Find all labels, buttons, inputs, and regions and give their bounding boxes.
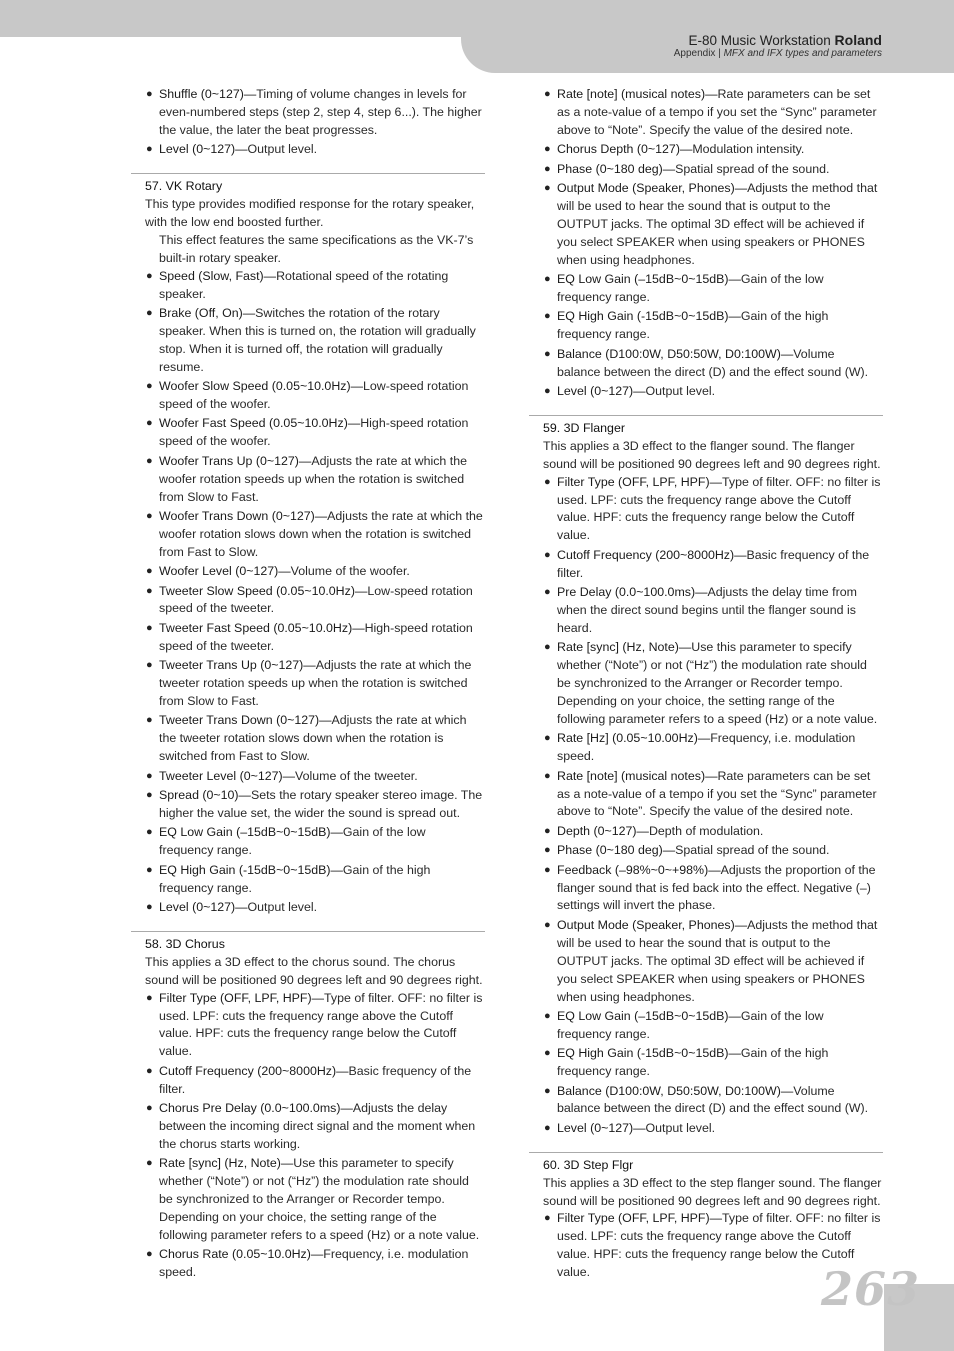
bullet-icon: ● xyxy=(146,863,153,876)
parameter-description: Adjusts the rate at which the woofer rotation speeds up when the rotation is switched from Slow to Fast. xyxy=(159,453,467,504)
parameter-description: Use this parameter to specify whether (“Note”) or not (“Hz”) the modulation rate should be synchronized to the Arranger or Recorder tempo. Depending on your choice, the setting range of the following parameter refers to a speed (Hz) or a note value. xyxy=(557,640,878,726)
parameter-name: Filter Type (OFF, LPF, HPF)— xyxy=(557,1211,723,1226)
parameter-description: High-speed rotation speed of the woofer. xyxy=(159,416,469,449)
parameter-name: EQ Low Gain (–15dB~0~15dB)— xyxy=(557,1008,741,1023)
parameter-item xyxy=(131,141,485,159)
parameter-item xyxy=(529,547,883,583)
parameter-name: Woofer Trans Down (0~127)— xyxy=(159,508,328,523)
bullet-icon: ● xyxy=(146,769,153,782)
bullet-icon: ● xyxy=(544,310,551,323)
parameter-description: Adjusts the proportion of the flanger sound that is fed back into the effect. Negative (–) settings will invert the phase. xyxy=(557,862,876,913)
bullet-icon: ● xyxy=(544,162,551,175)
parameter-name: Level (0~127)— xyxy=(159,899,248,914)
parameter-description: Spatial spread of the sound. xyxy=(675,843,830,858)
parameter-description: Spatial spread of the sound. xyxy=(675,161,830,176)
parameter-item xyxy=(529,862,883,916)
parameter-item xyxy=(529,639,883,729)
bullet-icon: ● xyxy=(544,732,551,745)
parameter-description: Gain of the high frequency range. xyxy=(557,1046,829,1079)
parameter-item xyxy=(131,1100,485,1154)
bullet-icon: ● xyxy=(146,991,153,1004)
parameter-name: Rate [Hz] (0.05~10.00Hz)— xyxy=(557,731,711,746)
parameter-name: Level (0~127)— xyxy=(557,1120,646,1135)
parameter-description: Gain of the low frequency range. xyxy=(557,1008,824,1041)
parameter-description: Volume balance between the direct (D) and the effect sound (W). xyxy=(557,1083,869,1116)
parameter-name: EQ High Gain (-15dB~0~15dB)— xyxy=(557,1046,741,1061)
parameter-name: Phase (0~180 deg)— xyxy=(557,843,676,858)
parameter-description: Rate parameters can be set as a note-value of a tempo if you set the “Sync” parameter above to “Note”. Specify the value of the desired note. xyxy=(557,87,877,137)
parameter-item xyxy=(131,657,485,711)
parameter-item xyxy=(131,563,485,581)
parameter-item xyxy=(131,620,485,656)
parameter-description: Frequency, i.e. modulation speed. xyxy=(159,1247,469,1280)
parameter-description: Low-speed rotation speed of the woofer. xyxy=(159,379,469,411)
parameter-name: Tweeter Trans Down (0~127)— xyxy=(159,713,332,728)
parameter-item xyxy=(529,86,883,140)
parameter-description: Volume of the tweeter. xyxy=(295,768,418,783)
parameter-item xyxy=(529,383,883,401)
parameter-name: Chorus Pre Delay (0.0~100.0ms)— xyxy=(159,1101,353,1116)
parameter-name: Filter Type (OFF, LPF, HPF)— xyxy=(159,990,325,1005)
parameter-description: Low-speed rotation speed of the tweeter. xyxy=(159,583,473,616)
section-description: This type provides modified response for the rotary speaker, with the low end boosted further. xyxy=(145,197,475,229)
parameter-description: Frequency, i.e. modulation speed. xyxy=(557,731,856,764)
parameter-item xyxy=(131,415,485,451)
bullet-icon: ● xyxy=(146,1102,153,1115)
parameter-description: Adjusts the method that will be used to hear the sound that is output to the OUTPUT jacks. The optimal 3D effect will be achieved if you select SPEAKER when using speakers or PHONES when using headphones. xyxy=(557,917,878,1004)
bullet-icon: ● xyxy=(146,509,153,522)
parameter-name: Chorus Depth (0~127)— xyxy=(557,142,693,157)
parameter-description: Basic frequency of the filter. xyxy=(159,1063,472,1096)
bullet-icon: ● xyxy=(146,1064,153,1077)
parameter-description: Adjusts the rate at which the tweeter rotation speeds up when the rotation is switched from Slow to Fast. xyxy=(159,658,472,708)
parameter-name: Rate [note] (musical notes)— xyxy=(557,87,718,101)
bullet-icon: ● xyxy=(146,900,153,913)
parameter-name: Depth (0~127)— xyxy=(557,823,649,838)
parameter-description: Gain of the high frequency range. xyxy=(159,862,431,895)
parameter-description: Type of filter. OFF: no filter is used. LPF: cuts the frequency range above the Cutoff value. HPF: cuts the frequency range below the Cutoff value. xyxy=(557,1211,881,1280)
bullet-icon: ● xyxy=(544,1212,551,1225)
parameter-description: High-speed rotation speed of the tweeter. xyxy=(159,620,473,653)
section-description: This effect features the same specifications as the VK-7’s built-in rotary speaker. xyxy=(159,232,474,265)
parameter-name: Tweeter Trans Up (0~127)— xyxy=(159,658,316,673)
parameter-name: Rate [sync] (Hz, Note)— xyxy=(159,1156,294,1171)
parameter-name: Feedback (–98%~0~+98%)— xyxy=(557,862,721,877)
bullet-icon: ● xyxy=(146,454,153,467)
parameter-item xyxy=(529,1120,883,1138)
bullet-icon: ● xyxy=(146,826,153,839)
parameter-name: Balance (D100:0W, D50:50W, D0:100W)— xyxy=(557,1083,794,1098)
parameter-description: Modulation intensity. xyxy=(692,142,805,157)
parameter-name: EQ Low Gain (–15dB~0~15dB)— xyxy=(557,272,741,287)
bullet-icon: ● xyxy=(544,273,551,286)
parameter-name: Level (0~127)— xyxy=(159,142,248,157)
parameter-name: Shuffle (0~127)— xyxy=(159,87,257,101)
bullet-icon: ● xyxy=(544,844,551,857)
parameter-item xyxy=(131,305,485,377)
parameter-item xyxy=(529,346,883,382)
parameter-item xyxy=(529,768,883,822)
parameter-item xyxy=(131,453,485,507)
parameter-description: Adjusts the rate at which the tweeter rotation slows down when the rotation is switched from Fast to Slow. xyxy=(159,713,467,764)
parameter-item xyxy=(529,917,883,1007)
parameter-item xyxy=(131,508,485,562)
bullet-icon: ● xyxy=(146,584,153,597)
section-description: This applies a 3D effect to the step flanger sound. The flanger sound will be positioned 90 degrees left and 90 degrees right. xyxy=(543,1175,882,1208)
parameter-description: Output level. xyxy=(247,142,318,157)
bullet-icon: ● xyxy=(146,1157,153,1170)
parameter-item xyxy=(529,823,883,841)
parameter-name: Spread (0~10)— xyxy=(159,788,251,803)
bullet-icon: ● xyxy=(544,347,551,360)
bullet-icon: ● xyxy=(544,88,551,100)
bullet-icon: ● xyxy=(544,182,551,195)
subsection-name: MFX and IFX types and parameters xyxy=(723,48,882,59)
parameter-name: EQ High Gain (-15dB~0~15dB)— xyxy=(159,862,343,877)
bullet-icon: ● xyxy=(146,789,153,802)
bullet-icon: ● xyxy=(544,143,551,156)
parameter-description: Rotational speed of the rotating speaker. xyxy=(159,268,449,301)
parameter-name: Tweeter Fast Speed (0.05~10.0Hz)— xyxy=(159,620,365,635)
parameter-item xyxy=(529,1045,883,1081)
section-heading: 58. 3D Chorus xyxy=(145,936,225,951)
parameter-item xyxy=(529,474,883,546)
header-title xyxy=(688,32,882,48)
bullet-icon: ● xyxy=(544,824,551,837)
bullet-icon: ● xyxy=(146,621,153,634)
parameter-description: Output level. xyxy=(645,384,716,398)
parameter-item xyxy=(131,787,485,823)
parameter-item xyxy=(131,86,485,140)
parameter-name: Output Mode (Speaker, Phones)— xyxy=(557,917,748,932)
parameter-description: Rate parameters can be set as a note-value of a tempo if you set the “Sync” parameter above to “Note”. Specify the value of the desired note. xyxy=(557,768,877,819)
parameter-item xyxy=(529,308,883,344)
parameter-name: Level (0~127)— xyxy=(557,384,646,398)
parameter-name: Tweeter Slow Speed (0.05~10.0Hz)— xyxy=(159,583,368,598)
section-description: This applies a 3D effect to the flanger sound. The flanger sound will be positioned 90 degrees left and 90 degrees right. xyxy=(543,438,881,471)
parameter-name: Filter Type (OFF, LPF, HPF)— xyxy=(557,474,723,489)
parameter-name: Balance (D100:0W, D50:50W, D0:100W)— xyxy=(557,346,794,361)
bullet-icon: ● xyxy=(146,306,153,319)
parameter-description: Gain of the high frequency range. xyxy=(557,309,829,342)
parameter-name: Woofer Fast Speed (0.05~10.0Hz)— xyxy=(159,416,361,431)
parameter-description: Adjusts the method that will be used to hear the sound that is output to the OUTPUT jacks. The optimal 3D effect will be achieved if you select SPEAKER when using speakers or PHONES when using headphones. xyxy=(557,181,878,267)
parameter-item xyxy=(131,378,485,414)
section-divider xyxy=(529,1152,883,1153)
parameter-name: Pre Delay (0.0~100.0ms)— xyxy=(557,585,708,600)
parameter-item xyxy=(131,1155,485,1245)
parameter-name: Phase (0~180 deg)— xyxy=(557,161,676,176)
bullet-icon: ● xyxy=(544,385,551,397)
parameter-item xyxy=(131,899,485,917)
bullet-icon: ● xyxy=(544,475,551,488)
parameter-item xyxy=(131,583,485,619)
parameter-name: Brake (Off, On)— xyxy=(159,305,256,320)
header-subtitle: Appendix | MFX and IFX types and parameters xyxy=(673,48,882,59)
parameter-item xyxy=(529,584,883,638)
bullet-icon: ● xyxy=(544,586,551,599)
bullet-icon: ● xyxy=(146,565,153,578)
parameter-description: Basic frequency of the filter. xyxy=(557,547,870,580)
parameter-item xyxy=(131,824,485,860)
parameter-description: Adjusts the delay between the incoming direct signal and the moment when the chorus starts working. xyxy=(159,1101,476,1151)
parameter-name: Woofer Slow Speed (0.05~10.0Hz)— xyxy=(159,379,363,394)
parameter-description: Volume balance between the direct (D) and the effect sound (W). xyxy=(557,346,869,379)
bullet-icon: ● xyxy=(146,417,153,430)
parameter-name: EQ High Gain (-15dB~0~15dB)— xyxy=(557,309,741,324)
brand-name: Roland xyxy=(834,32,882,48)
parameter-name: Cutoff Frequency (200~8000Hz)— xyxy=(557,547,747,562)
bullet-icon: ● xyxy=(146,659,153,672)
parameter-item xyxy=(529,1083,883,1119)
parameter-item xyxy=(131,712,485,766)
parameter-name: Output Mode (Speaker, Phones)— xyxy=(557,181,748,196)
parameter-name: Tweeter Level (0~127)— xyxy=(159,768,296,783)
parameter-description: Output level. xyxy=(645,1120,716,1135)
bullet-icon: ● xyxy=(544,1121,551,1134)
parameter-item xyxy=(529,161,883,179)
parameter-name: Woofer Trans Up (0~127)— xyxy=(159,453,312,468)
parameter-description: Output level. xyxy=(247,899,318,914)
parameter-description: Gain of the low frequency range. xyxy=(557,272,824,304)
right-column xyxy=(529,86,883,1284)
bullet-icon: ● xyxy=(544,918,551,931)
bullet-icon: ● xyxy=(146,714,153,727)
section-heading: 60. 3D Step Flgr xyxy=(543,1157,634,1172)
bullet-icon: ● xyxy=(146,143,153,156)
bullet-icon: ● xyxy=(544,641,551,654)
parameter-item xyxy=(529,842,883,860)
parameter-item xyxy=(529,271,883,307)
parameter-item xyxy=(529,180,883,270)
bullet-icon: ● xyxy=(146,1248,153,1261)
parameter-item xyxy=(131,768,485,786)
parameter-description: Type of filter. OFF: no filter is used. LPF: cuts the frequency range above the Cutoff value. HPF: cuts the frequency range below the Cutoff value. xyxy=(159,990,483,1059)
parameter-item xyxy=(131,1063,485,1099)
parameter-description: Timing of volume changes in levels for even-numbered steps (step 2, step 4, step 6...). The higher the value, the later the beat progresses. xyxy=(159,87,482,137)
parameter-description: Type of filter. OFF: no filter is used. LPF: cuts the frequency range above the Cutoff value. HPF: cuts the frequency range below the Cutoff value. xyxy=(557,474,881,543)
parameter-description: Sets the rotary speaker stereo image. The higher the value set, the wider the sound is spread out. xyxy=(159,788,483,820)
parameter-description: Adjusts the delay time from when the direct sound begins until the flanger sound is heard. xyxy=(557,585,857,635)
section-heading: 59. 3D Flanger xyxy=(543,420,625,435)
bullet-icon: ● xyxy=(146,269,153,282)
bullet-icon: ● xyxy=(146,88,153,100)
parameter-name: Speed (Slow, Fast)— xyxy=(159,268,277,283)
parameter-name: Chorus Rate (0.05~10.0Hz)— xyxy=(159,1247,324,1262)
bullet-icon: ● xyxy=(544,1084,551,1097)
bullet-icon: ● xyxy=(544,769,551,782)
parameter-description: Gain of the low frequency range. xyxy=(159,825,426,858)
bullet-icon: ● xyxy=(146,380,153,393)
parameter-name: Cutoff Frequency (200~8000Hz)— xyxy=(159,1063,349,1078)
parameter-item xyxy=(131,862,485,898)
bullet-icon: ● xyxy=(544,1009,551,1022)
parameter-item xyxy=(131,1246,485,1282)
parameter-item xyxy=(131,990,485,1062)
product-name: E-80 Music Workstation xyxy=(688,33,831,48)
bullet-icon: ● xyxy=(544,548,551,561)
section-heading: 57. VK Rotary xyxy=(145,179,223,194)
parameter-item xyxy=(131,268,485,304)
section-divider xyxy=(131,931,485,932)
parameter-name: Woofer Level (0~127)— xyxy=(159,564,291,579)
parameter-name: Rate [sync] (Hz, Note)— xyxy=(557,640,692,655)
parameter-description: Adjusts the rate at which the woofer rotation slows down when the rotation is switched from Fast to Slow. xyxy=(159,508,483,559)
parameter-name: EQ Low Gain (–15dB~0~15dB)— xyxy=(159,825,343,840)
parameter-item xyxy=(529,1008,883,1044)
parameter-description: Use this parameter to specify whether (“Note”) or not (“Hz”) the modulation rate should be synchronized to the Arranger or Recorder tempo. Depending on your choice, the setting range of the following parameter refers to a speed (Hz) or a note value. xyxy=(159,1156,480,1242)
section-name: Appendix xyxy=(673,48,716,59)
section-divider xyxy=(131,173,485,174)
bullet-icon: ● xyxy=(544,1047,551,1060)
left-column xyxy=(131,86,485,1284)
bullet-icon: ● xyxy=(544,863,551,876)
page-number: 263 xyxy=(820,1262,920,1316)
parameter-description: Switches the rotation of the rotary speaker. When this is turned on, the rotation will gradually stop. When it is turned off, the rotation will gradually resume. xyxy=(159,305,476,374)
parameter-item xyxy=(529,730,883,766)
parameter-description: Volume of the woofer. xyxy=(290,564,410,579)
parameter-item xyxy=(529,141,883,159)
parameter-name: Rate [note] (musical notes)— xyxy=(557,768,718,783)
parameter-description: Depth of modulation. xyxy=(648,823,764,838)
section-divider xyxy=(529,415,883,416)
section-description: This applies a 3D effect to the chorus sound. The chorus sound will be positioned 90 degrees left and 90 degrees right. xyxy=(145,954,483,987)
